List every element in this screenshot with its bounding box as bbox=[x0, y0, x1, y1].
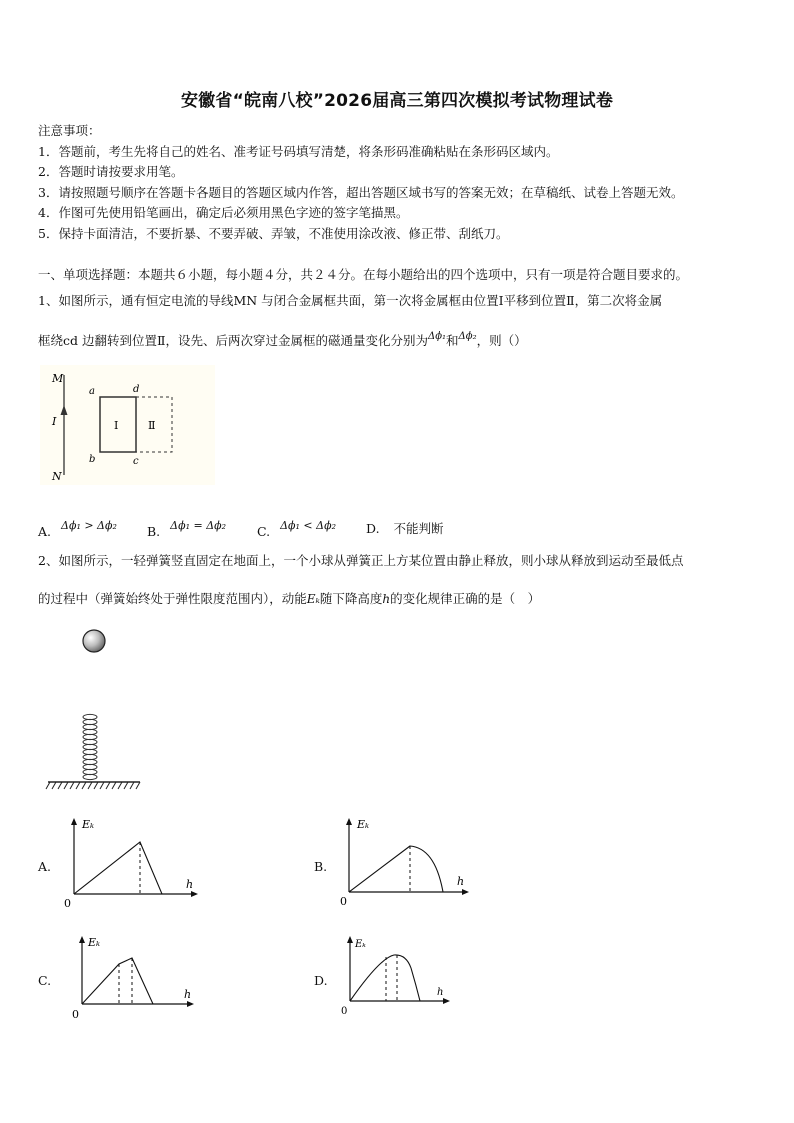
svg-text:0: 0 bbox=[341, 1006, 348, 1017]
q1-option-b[interactable]: B. Δϕ₁ = Δϕ₂ bbox=[147, 519, 227, 539]
q2-stem-line2: 的过程中（弹簧始终处于弹性限度范围内），动能Eₖ随下降高度h的变化规律正确的是（ ） bbox=[38, 591, 541, 606]
svg-text:h: h bbox=[437, 987, 444, 998]
section-heading: 一、单项选择题：本题共６小题，每小题４分，共２４分。在每小题给出的四个选项中，只有一项是符合题目要求的。 bbox=[38, 267, 689, 282]
svg-text:0: 0 bbox=[72, 1008, 79, 1021]
q2-graph-b[interactable] bbox=[335, 812, 475, 917]
notice-heading: 注意事项： bbox=[38, 123, 101, 138]
notice-item-4: 4．作图可先使用铅笔画出，确定后必须用黑色字迹的签字笔描黑。 bbox=[38, 205, 409, 220]
label-n: N bbox=[52, 470, 62, 483]
notice-item-1: 1．答题前，考生先将自己的姓名、准考证号码填写清楚，将条形码准确粘贴在条形码区域内。 bbox=[38, 144, 559, 159]
page-title: 安徽省“皖南八校”2026届高三第四次模拟考试物理试卷 bbox=[180, 91, 614, 111]
q2-graph-a[interactable] bbox=[58, 812, 203, 917]
ground-hatching bbox=[46, 782, 140, 789]
label-i: I bbox=[52, 415, 57, 428]
svg-text:Eₖ: Eₖ bbox=[88, 936, 101, 949]
q2-option-a-letter[interactable]: A. bbox=[38, 859, 52, 874]
q1-phi1-symbol: Δϕ₁ bbox=[427, 331, 447, 342]
spring bbox=[83, 714, 97, 779]
q2-option-d-letter[interactable]: D. bbox=[314, 973, 328, 988]
q2-stem-line1: 2、如图所示，一轻弹簧竖直固定在地面上，一个小球从弹簧正上方某位置由静止释放，则小球从释放到运动至最低点 bbox=[38, 553, 684, 568]
label-b: b bbox=[89, 454, 96, 465]
ball bbox=[83, 630, 105, 652]
q2-option-b-letter[interactable]: B. bbox=[314, 859, 328, 874]
q1-option-c[interactable]: C. Δϕ₁ < Δϕ₂ bbox=[257, 519, 336, 539]
svg-text:0: 0 bbox=[64, 897, 71, 910]
q2-graph-d[interactable] bbox=[336, 930, 461, 1025]
q2-graph-c[interactable] bbox=[66, 930, 201, 1025]
notice-item-5: 5．保持卡面清洁，不要折暴、不要弄破、弄皱，不准使用涂改液、修正带、刮纸刀。 bbox=[38, 226, 509, 241]
svg-text:0: 0 bbox=[340, 895, 347, 908]
q2-h-symbol: h bbox=[382, 592, 391, 606]
q1-option-a[interactable]: A. Δϕ₁ > Δϕ₂ bbox=[38, 519, 117, 539]
ek-curve-d bbox=[350, 955, 420, 1001]
q2-ek-symbol: Eₖ bbox=[306, 592, 320, 606]
ek-curve-c bbox=[82, 958, 153, 1004]
svg-text:h: h bbox=[186, 878, 194, 891]
q2-spring-figure bbox=[40, 620, 170, 795]
label-a: a bbox=[89, 386, 95, 397]
q1-phi2-symbol: Δϕ₂ bbox=[458, 331, 477, 342]
label-region-2: Ⅱ bbox=[148, 419, 156, 432]
q1-stem-line2: 框绕cd 边翻转到位置Ⅱ，设先、后两次穿过金属框的磁通量变化分别为$^{\Delta\phi_1}$和$^{\Delta\phi_2}$，则（） bbox=[38, 331, 527, 348]
label-c: c bbox=[133, 456, 139, 467]
label-m: M bbox=[52, 372, 64, 385]
svg-text:Eₖ: Eₖ bbox=[355, 939, 366, 950]
ek-curve-b bbox=[349, 846, 443, 892]
q1-stem-line1: 1、如图所示，通有恒定电流的导线MN 与闭合金属框共面，第一次将金属框由位置Ⅰ平移到位置Ⅱ，第二次将金属 bbox=[38, 293, 663, 308]
label-region-1: Ⅰ bbox=[114, 419, 119, 432]
svg-text:Eₖ: Eₖ bbox=[82, 818, 95, 831]
ek-curve-a bbox=[74, 842, 162, 894]
svg-text:h: h bbox=[184, 988, 192, 1001]
q2-option-c-letter[interactable]: C. bbox=[38, 973, 52, 988]
notice-item-3: 3．请按照题号顺序在答题卡各题目的答题区域内作答，超出答题区域书写的答案无效；在草稿纸、试卷上答题无效。 bbox=[38, 185, 684, 200]
q1-circuit-figure bbox=[40, 365, 215, 485]
svg-text:h: h bbox=[457, 875, 465, 888]
q1-option-d[interactable]: D. 不能判断 bbox=[366, 521, 444, 536]
svg-text:Eₖ: Eₖ bbox=[357, 818, 370, 831]
notice-item-2: 2．答题时请按要求用笔。 bbox=[38, 164, 184, 179]
label-d: d bbox=[133, 384, 140, 395]
